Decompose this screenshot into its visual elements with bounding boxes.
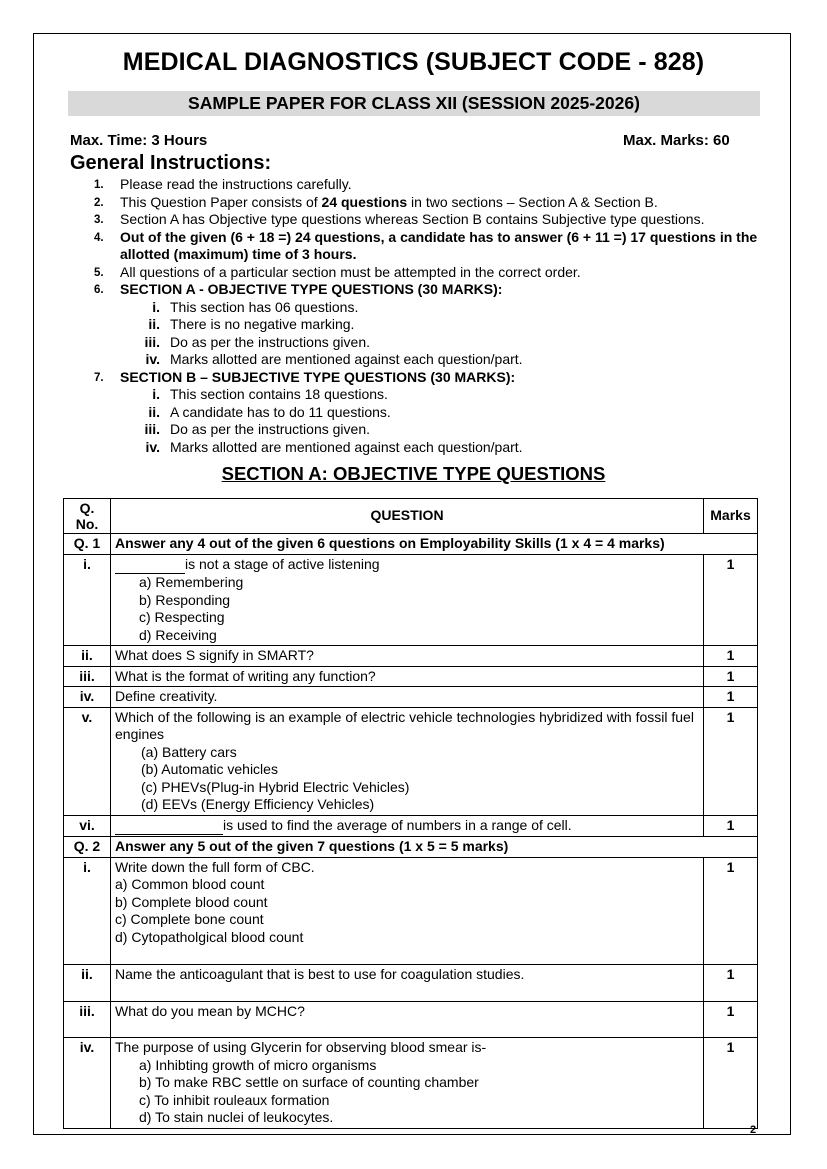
table-row: iv. Define creativity. 1 [64,687,758,708]
instruction-subitem: i. This section contains 18 questions. [152,386,388,402]
general-instructions-heading: General Instructions: [70,152,272,174]
instruction-item: 3. Section A has Objective type questions whereas Section B contains Subjective type questions. [94,211,705,227]
marks-header: Marks [704,499,758,534]
instruction-subitem: ii. There is no negative marking. [148,316,355,332]
table-row: v. Which of the following is an example of electric vehicle technologies hybridized with fossil fuel engines (a) Battery cars (b) Automatic vehicles (c) PHEVs(Plug-in Hybrid Electric Vehicles) (d) EEVs (Energy Efficiency Vehicles) 1 [64,707,758,815]
instruction-item: 2. This Question Paper consists of 24 questions in two sections – Section A & Section B. [94,193,658,210]
table-row: vi. is used to find the average of numbers in a range of cell. 1 [64,815,758,837]
table-row: i. is not a stage of active listening a) Remembering b) Responding c) Respecting d) Receiving 1 [64,554,758,646]
table-row: ii. Name the anticoagulant that is best to use for coagulation studies. 1 [64,965,758,1002]
paper-title: MEDICAL DIAGNOSTICS (SUBJECT CODE - 828) [122,48,705,76]
table-row: iii. What do you mean by MCHC? 1 [64,1001,758,1038]
table-row: iv. The purpose of using Glycerin for observing blood smear is- a) Inhibting growth of micro organisms b) To make RBC settle on surface of counting chamber c) To inhibit rouleaux formation d) To stain nuclei of leukocytes. 1 [64,1038,758,1129]
table-row: i. Write down the full form of CBC. a) Common blood count b) Complete blood count c) Complete bone count d) Cytopatholgical blood count 1 [64,857,758,965]
answer-blank [115,817,223,836]
instruction-item: 1. Please read the instructions carefully. [94,176,352,192]
instruction-subitem: i. This section has 06 questions. [152,298,359,315]
qno-header: Q. No. [64,499,111,534]
instruction-item: 7. SECTION B – SUBJECTIVE TYPE QUESTIONS (30 MARKS): [94,368,516,385]
max-marks: Max. Marks: 60 [623,132,730,149]
table-row: ii. What does S signify in SMART? 1 [64,646,758,667]
section-a-heading: SECTION A: OBJECTIVE TYPE QUESTIONS [221,463,606,484]
instruction-item: 6. SECTION A - OBJECTIVE TYPE QUESTIONS (30 MARKS): [94,281,503,297]
instruction-item: 4. Out of the given (6 + 18 =) 24 questions, a candidate has to answer (6 + 11 =) 17 questions in the allotted (maximum) time of 3 hours. [94,228,758,262]
paper-subtitle: SAMPLE PAPER FOR CLASS XII (SESSION 2025-2026) [68,91,760,116]
table-row: Q. 1 Answer any 4 out of the given 6 questions on Employability Skills (1 x 4 = 4 marks) [64,534,758,555]
max-time: Max. Time: 3 Hours [70,132,208,149]
answer-blank [115,556,185,575]
question-header: QUESTION [111,499,704,534]
instruction-item: 5. All questions of a particular section must be attempted in the correct order. [94,263,581,280]
table-row: iii. What is the format of writing any function? 1 [64,666,758,687]
table-header-row [64,499,758,534]
page-number: 2 [750,1124,757,1136]
questions-table [63,498,758,1129]
table-row: Q. 2 Answer any 5 out of the given 7 questions (1 x 5 = 5 marks) [64,837,758,858]
instructions-list [70,176,770,456]
instruction-subitem: iv. Marks allotted are mentioned against each question/part. [145,438,523,455]
instruction-subitem: iii. Do as per the instructions given. [144,421,370,437]
instruction-subitem: ii. A candidate has to do 11 questions. [148,403,391,420]
instruction-subitem: iv. Marks allotted are mentioned against each question/part. [145,351,523,367]
instruction-subitem: iii. Do as per the instructions given. [144,333,370,350]
